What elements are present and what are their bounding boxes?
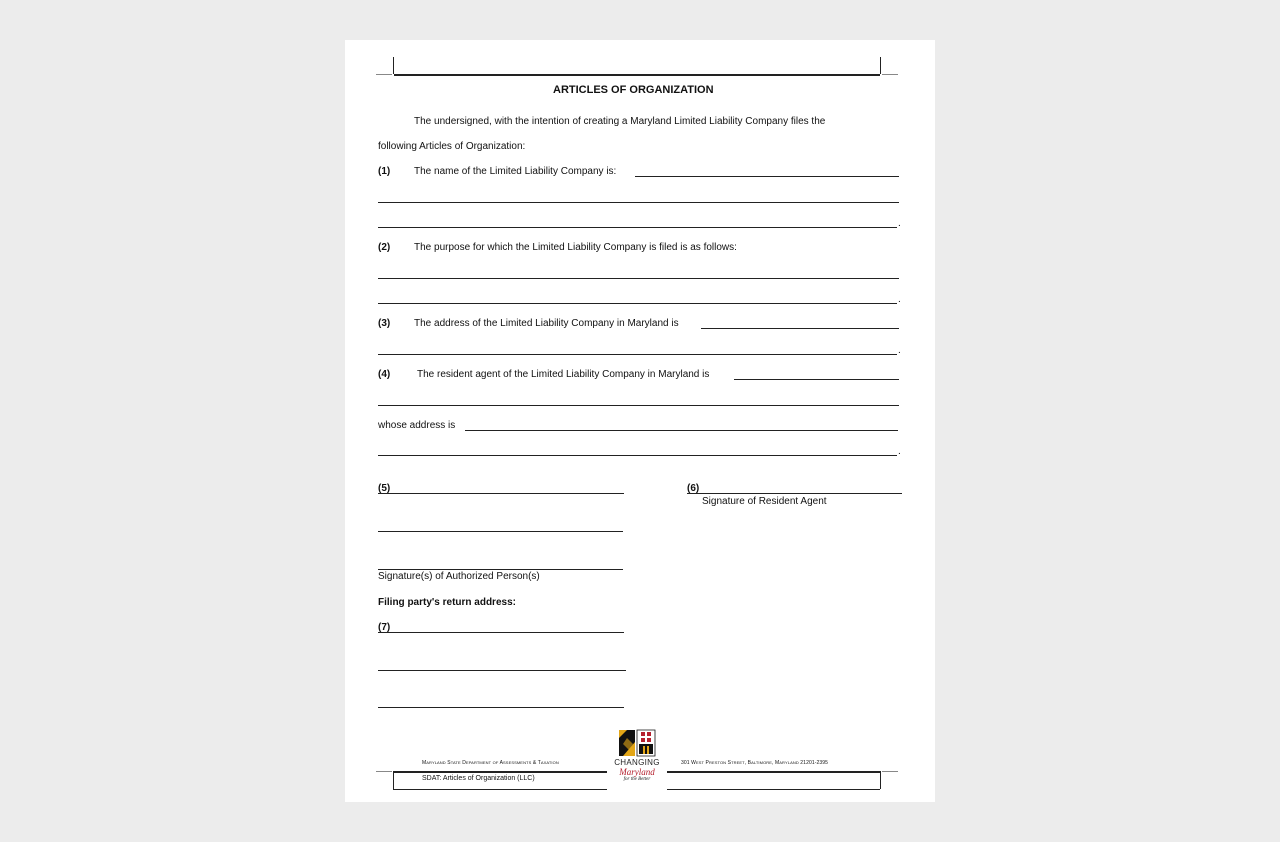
item-2-number: (2): [378, 242, 391, 253]
item-1-field-line-1[interactable]: [635, 176, 899, 177]
sig-5-line-1[interactable]: [378, 493, 624, 494]
maryland-flag-icon: [607, 728, 667, 758]
logo-word-changing: CHANGING: [614, 758, 660, 767]
intro-line-1: The undersigned, with the intention of creating a Maryland Limited Liability Company files the: [414, 116, 826, 127]
header-rule: [394, 74, 880, 76]
item-1-label: The name of the Limited Liability Company is:: [414, 166, 617, 177]
item-3-period: .: [898, 345, 901, 356]
item-2-field-line-2[interactable]: [378, 303, 897, 304]
item-4-field-line-1[interactable]: [734, 379, 899, 380]
header-left-tick: [376, 74, 392, 75]
whose-address-line-2[interactable]: [378, 455, 897, 456]
sig-6-label: Signature of Resident Agent: [702, 496, 827, 507]
item-4-label: The resident agent of the Limited Liability Company in Maryland is: [417, 369, 710, 380]
sig-5-line-3[interactable]: [378, 569, 623, 570]
footer-agency-text: Maryland State Department of Assessments & Taxation: [422, 760, 559, 766]
header-right-bracket: [880, 57, 881, 74]
footer-right-bracket: [880, 771, 881, 789]
item-2-period: .: [898, 294, 901, 305]
item-1-period: .: [898, 218, 901, 229]
footer-bottom-rule-left: [393, 789, 607, 790]
header-right-tick: [882, 74, 898, 75]
item-1-field-line-2[interactable]: [378, 202, 899, 203]
sig-5-line-2[interactable]: [378, 531, 623, 532]
item-1-field-line-3[interactable]: [378, 227, 897, 228]
item-3-number: (3): [378, 318, 391, 329]
sig-5-label: Signature(s) of Authorized Person(s): [378, 571, 540, 582]
footer-rule-right: [667, 771, 880, 773]
sig-7-number: (7): [378, 622, 391, 633]
changing-maryland-logo: [607, 728, 667, 788]
document-page: [345, 40, 935, 802]
logo-word-better: for the Better: [623, 777, 651, 782]
item-4-field-line-2[interactable]: [378, 405, 899, 406]
footer-bottom-rule-right: [667, 789, 880, 790]
footer-rule-left: [393, 771, 607, 773]
whose-address-line-1[interactable]: [465, 430, 898, 431]
item-3-field-line-2[interactable]: [378, 354, 897, 355]
header-left-bracket: [393, 57, 394, 74]
footer-right-tick: [882, 771, 898, 772]
sig-6-line[interactable]: [687, 493, 902, 494]
logo-word-maryland: Maryland: [619, 767, 655, 777]
document-title: ARTICLES OF ORGANIZATION: [553, 84, 714, 96]
footer-form-label: SDAT: Articles of Organization (LLC): [422, 775, 535, 782]
footer-left-bracket: [393, 771, 394, 789]
item-2-field-line-1[interactable]: [378, 278, 899, 279]
sig-6-number: (6): [687, 483, 700, 494]
filing-party-label: Filing party's return address:: [378, 597, 516, 608]
item-2-label: The purpose for which the Limited Liability Company is filed is as follows:: [414, 242, 737, 253]
footer-left-tick: [376, 771, 392, 772]
item-1-number: (1): [378, 166, 391, 177]
sig-5-number: (5): [378, 483, 391, 494]
return-address-line-2[interactable]: [378, 670, 626, 671]
return-address-line-3[interactable]: [378, 707, 624, 708]
item-3-field-line-1[interactable]: [701, 328, 899, 329]
return-address-line-1[interactable]: [378, 632, 624, 633]
whose-address-period: .: [898, 446, 901, 457]
whose-address-label: whose address is: [378, 420, 456, 431]
item-3-label: The address of the Limited Liability Company in Maryland is: [414, 318, 679, 329]
item-4-number: (4): [378, 369, 391, 380]
intro-line-2: following Articles of Organization:: [378, 141, 526, 152]
footer-address-text: 301 West Preston Street, Baltimore, Maryland 21201-2395: [681, 760, 828, 766]
